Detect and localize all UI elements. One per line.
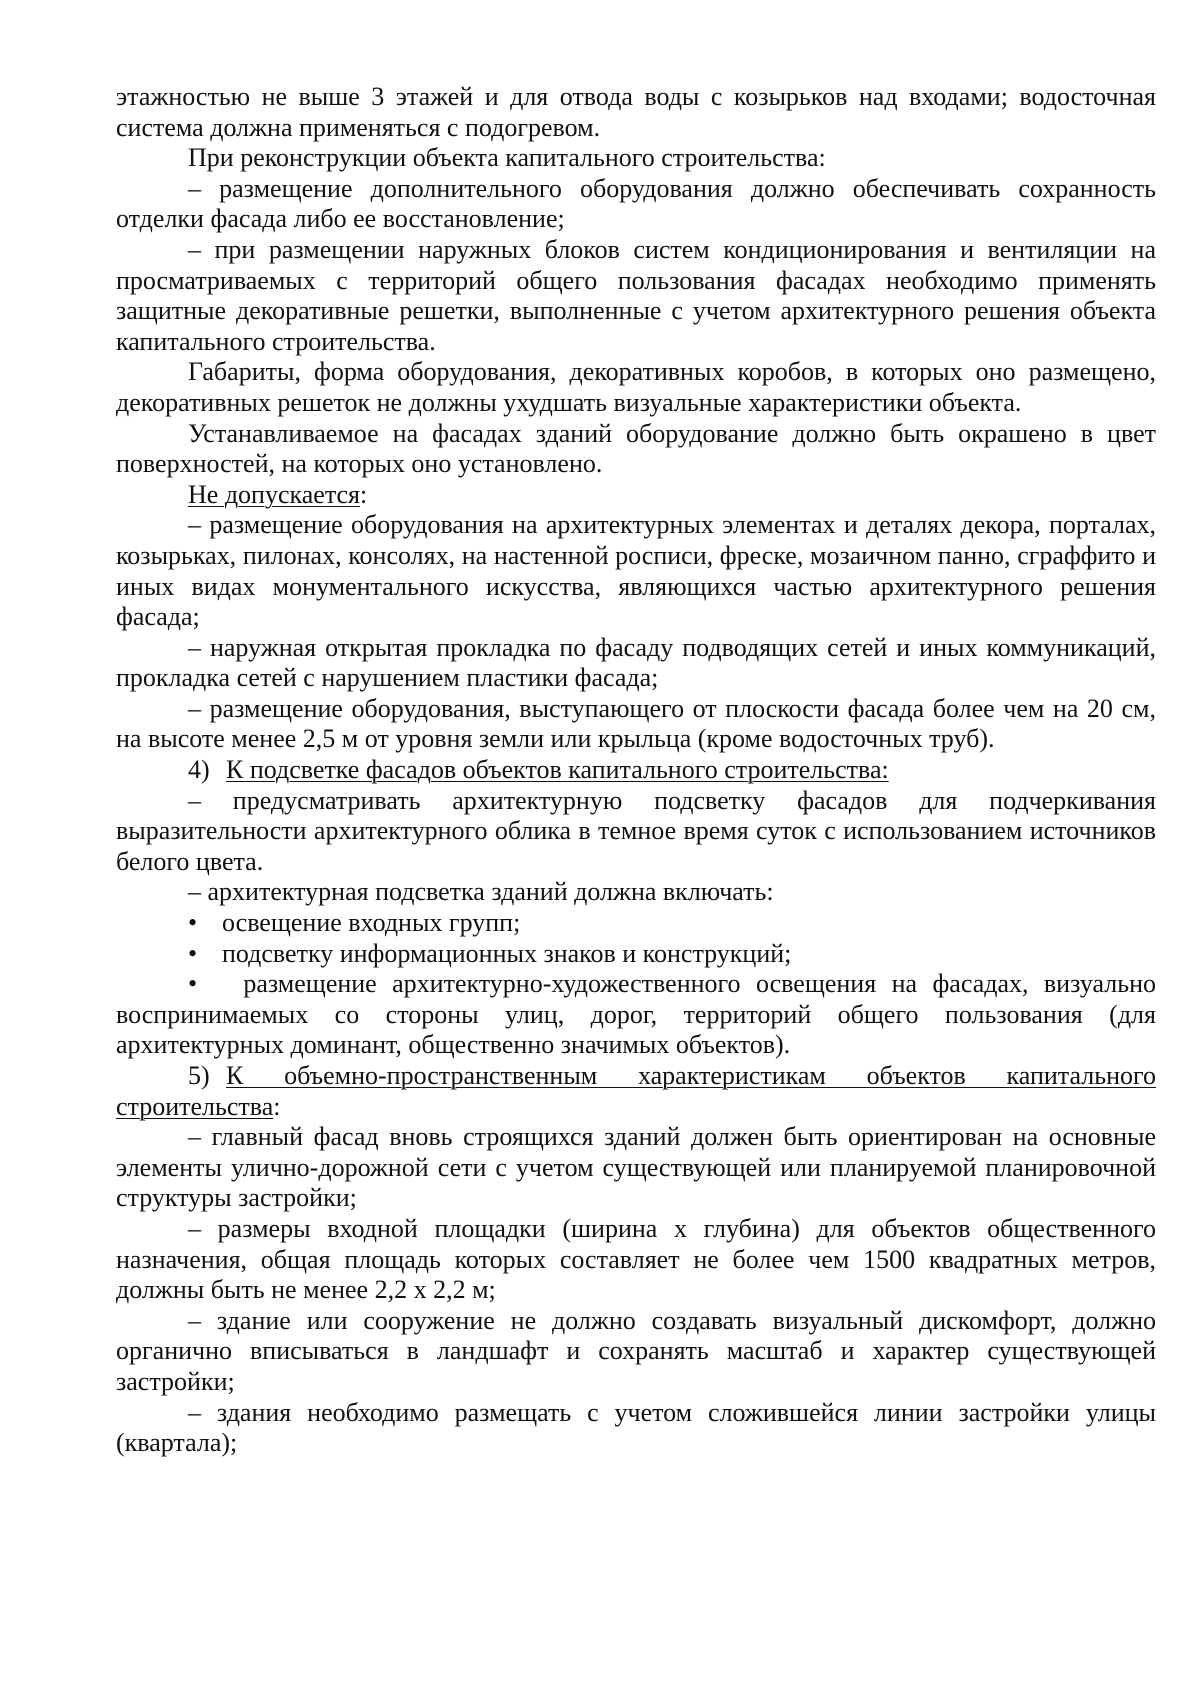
paragraph-reconstruction-intro: При реконструкции объекта капитального строительства: [188,143,826,173]
paragraph-building-line: – здания необходимо размещать с учетом сложившейся линии застройки улицы (квартала); [116,1397,1156,1458]
section-4-number: 4) [188,755,210,785]
section-5-heading [116,1061,1156,1122]
paragraph-open-wiring: – наружная открытая прокладка по фасаду подводящих сетей и иных коммуникаций, прокладка сетей с нарушением пластики фасада; [116,632,1156,693]
paragraph-protruding-equipment: – размещение оборудования, выступающего от плоскости фасада более чем на 20 см, на высоте менее 2,5 м от уровня земли или крыльца (кроме водосточных труб). [116,693,1156,754]
not-allowed-colon: : [360,479,368,509]
not-allowed-label: Не допускается [188,479,360,509]
bullet-icon: • [188,938,198,968]
section-4-heading [116,755,1156,786]
section-5-title: К объемно-пространственным характеристикам объектов капитального строительства [116,1061,1156,1121]
paragraph-main-facade: – главный фасад вновь строящихся зданий должен быть ориентирован на основные элементы улично-дорожной сети с учетом существующей или планируемой планировочной структуры застройки; [116,1122,1156,1213]
paragraph-not-allowed-heading [116,480,1156,511]
paragraph-outdoor-units: – при размещении наружных блоков систем кондиционирования и вентиляции на просматриваемых с территорий общего пользования фасадах необходимо применять защитные декоративные решетки, выполненные с учетом архитектурного решения объекта капитального строительства. [116,234,1156,356]
paragraph-painting: Устанавливаемое на фасадах зданий оборудование должно быть окрашено в цвет поверхностей, на которых оно установлено. [116,418,1156,479]
bullet-item-entrance-lighting [116,908,1156,939]
paragraph-visual-comfort: – здание или сооружение не должно создавать визуальный дискомфорт, должно органично вписываться в ландшафт и сохранять масштаб и характер существующей застройки; [116,1305,1156,1396]
paragraph-entrance-size: – размеры входной площадки (ширина х глубина) для объектов общественного назначения, общая площадь которых составляет не более чем 1500 квадратных метров, должны быть не менее 2,2 х 2,2 м; [116,1213,1156,1305]
document-page [116,82,1156,1459]
paragraph-continuation: этажностью не выше 3 этажей и для отвода воды с козырьков над входами; водосточная система должна применяться с подогревом. [116,82,1156,142]
bullet-icon: • [188,908,198,938]
bullet-text: подсветку информационных знаков и конструкций; [222,938,792,968]
paragraph-architectural-lighting: – предусматривать архитектурную подсветку фасадов для подчеркивания выразительности архитектурного облика в темное время суток с использованием источников белого цвета. [116,785,1156,876]
paragraph-dimensions: Габариты, форма оборудования, декоративных коробов, в которых оно размещено, декоративных решеток не должны ухудшать визуальные характеристики объекта. [116,357,1156,417]
bullet-item-sign-lighting [116,939,1156,970]
paragraph-decor-placement: – размещение оборудования на архитектурных элементах и деталях декора, порталах, козырьках, пилонах, консолях, на настенной росписи, фреске, мозаичном панно, сграффито и иных видах монументального искусства, являющихся частью архитектурного решения фасада; [116,510,1156,632]
bullet-icon: • [188,969,198,999]
section-5-colon: : [273,1091,281,1121]
section-4-title: К подсветке фасадов объектов капитального строительства: [226,755,889,785]
paragraph-lighting-includes: – архитектурная подсветка зданий должна включать: [188,877,774,907]
paragraph-additional-equipment: – размещение дополнительного оборудования должно обеспечивать сохранность отделки фасада либо ее восстановление; [116,173,1156,234]
bullet-text: освещение входных групп; [222,908,521,938]
section-5-number: 5) [188,1061,210,1090]
bullet-text: размещение архитектурно-художественного освещения на фасадах, визуально воспринимаемых со стороны улиц, дорог, территорий общего пользования (для архитектурных доминант, общественно значимых объектов). [116,969,1156,1060]
bullet-item-artistic-lighting [116,969,1156,1061]
